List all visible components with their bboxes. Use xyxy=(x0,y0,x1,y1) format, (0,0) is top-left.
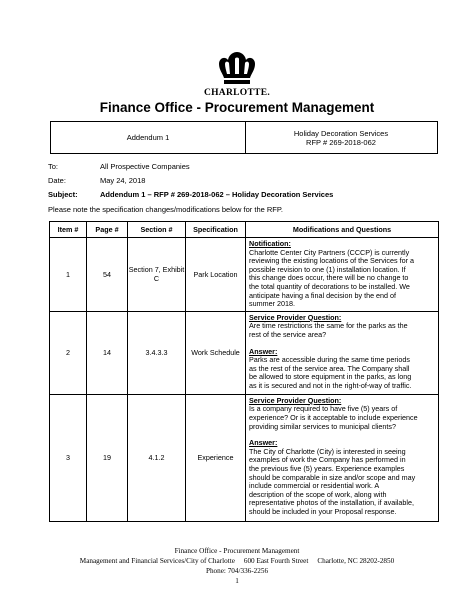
subject-label: Subject: xyxy=(48,190,78,199)
footer-phone: Phone: 704/336-2256 xyxy=(205,567,269,575)
question-title: Service Provider Question: xyxy=(249,395,342,405)
to-label: To: xyxy=(48,162,59,171)
table-row xyxy=(50,238,439,312)
specification: Experience xyxy=(186,394,246,521)
rfp-number: RFP # 269-2018-062 xyxy=(306,137,376,147)
question-title: Service Provider Question: xyxy=(249,312,342,322)
question-line: Is a company required to have five (5) years of xyxy=(249,404,398,414)
answer-line: representative photos of the installation, if available, xyxy=(249,498,415,508)
answer-line: be allowed to store equipment in the parks, as long xyxy=(249,372,412,382)
col-header-modifications: Modifications and Questions xyxy=(246,222,439,238)
page-number: 14 xyxy=(87,311,128,394)
modification-cell xyxy=(246,311,439,394)
answer-label: Answer: xyxy=(249,438,278,448)
answer-line: should be included in your Proposal response. xyxy=(249,506,397,516)
to-value: All Prospective Companies xyxy=(100,162,190,171)
notification-line: summer 2018. xyxy=(249,299,295,309)
addendum-label: Addendum 1 xyxy=(51,122,246,153)
answer-line: as the rest of the service area. The Company shall xyxy=(249,363,410,373)
answer-line: description of the scope of work, along with xyxy=(249,489,387,499)
answer-line: the previous five (5) years. Experience examples xyxy=(249,463,405,473)
rfp-info xyxy=(245,122,437,153)
answer-line: Parks are accessible during the same time periods xyxy=(249,355,410,365)
section-number: Section 7, Exhibit C xyxy=(128,238,186,312)
notification-line: anticipate having a final decision by the end of xyxy=(249,290,397,300)
col-header-section: Section # xyxy=(128,222,186,238)
section-number: 3.4.3.3 xyxy=(128,311,186,394)
section-number: 4.1.2 xyxy=(128,394,186,521)
item-number: 3 xyxy=(50,394,87,521)
footer-office: Finance Office - Procurement Management xyxy=(174,547,300,555)
footer-address: Management and Financial Services/City of Charlotte 600 East Fourth Street Charlotte, NC 28202-2850 xyxy=(79,557,395,565)
office-title: Finance Office - Procurement Management xyxy=(99,100,375,115)
service-name: Holiday Decoration Services xyxy=(293,128,389,138)
modification-cell xyxy=(246,394,439,521)
specification: Work Schedule xyxy=(186,311,246,394)
notification-line: Charlotte Center City Partners (CCCP) is currently xyxy=(249,247,410,257)
answer-line: as it is secured and not in the right-of-way of traffic. xyxy=(249,380,412,390)
question-line: Are time restrictions the same for the parks as the xyxy=(249,321,408,331)
answer-label: Answer: xyxy=(249,346,278,356)
page-number-footer: 1 xyxy=(235,577,239,585)
table-row xyxy=(50,394,439,521)
col-header-page: Page # xyxy=(87,222,128,238)
date-label: Date: xyxy=(48,176,66,185)
table-header-row xyxy=(50,222,439,238)
spec-table xyxy=(49,221,439,522)
page-number: 54 xyxy=(87,238,128,312)
question-line: rest of the service area? xyxy=(249,329,327,339)
notification-line: this change does occur, there will be no change to xyxy=(249,273,409,283)
instruction-note: Please note the specification changes/modifications below for the RFP. xyxy=(48,205,283,214)
item-number: 2 xyxy=(50,311,87,394)
col-header-item: Item # xyxy=(50,222,87,238)
question-line: providing similar services to municipal clients? xyxy=(249,421,396,431)
notification-line: possible revision to one (1) installation location. If xyxy=(249,264,406,274)
table-row xyxy=(50,311,439,394)
col-header-specification: Specification xyxy=(186,222,246,238)
crown-logo-icon xyxy=(215,50,259,88)
notification-line: the total quantity of decorations to be installed. We xyxy=(249,281,410,291)
question-line: experience? Or is it acceptable to include experience xyxy=(249,412,418,422)
modification-cell xyxy=(246,238,439,312)
specification: Park Location xyxy=(186,238,246,312)
answer-line: include commercial or residential work. A xyxy=(249,481,380,491)
date-value: May 24, 2018 xyxy=(100,176,146,185)
notification-title: Notification: xyxy=(249,239,291,248)
subject-value: Addendum 1 – RFP # 269-2018-062 – Holiday Decoration Services xyxy=(100,190,334,199)
item-number: 1 xyxy=(50,238,87,312)
notification-line: reviewing the existing locations of the Services for a xyxy=(249,256,414,266)
header-box xyxy=(50,121,438,154)
answer-line: The City of Charlotte (City) is interested in seeing xyxy=(249,446,406,456)
answer-line: examples of work the Company has performed in xyxy=(249,455,406,465)
answer-line: should be comparable in size and/or scope and may xyxy=(249,472,416,482)
brand-name: CHARLOTTE. xyxy=(203,88,271,98)
page-number: 19 xyxy=(87,394,128,521)
